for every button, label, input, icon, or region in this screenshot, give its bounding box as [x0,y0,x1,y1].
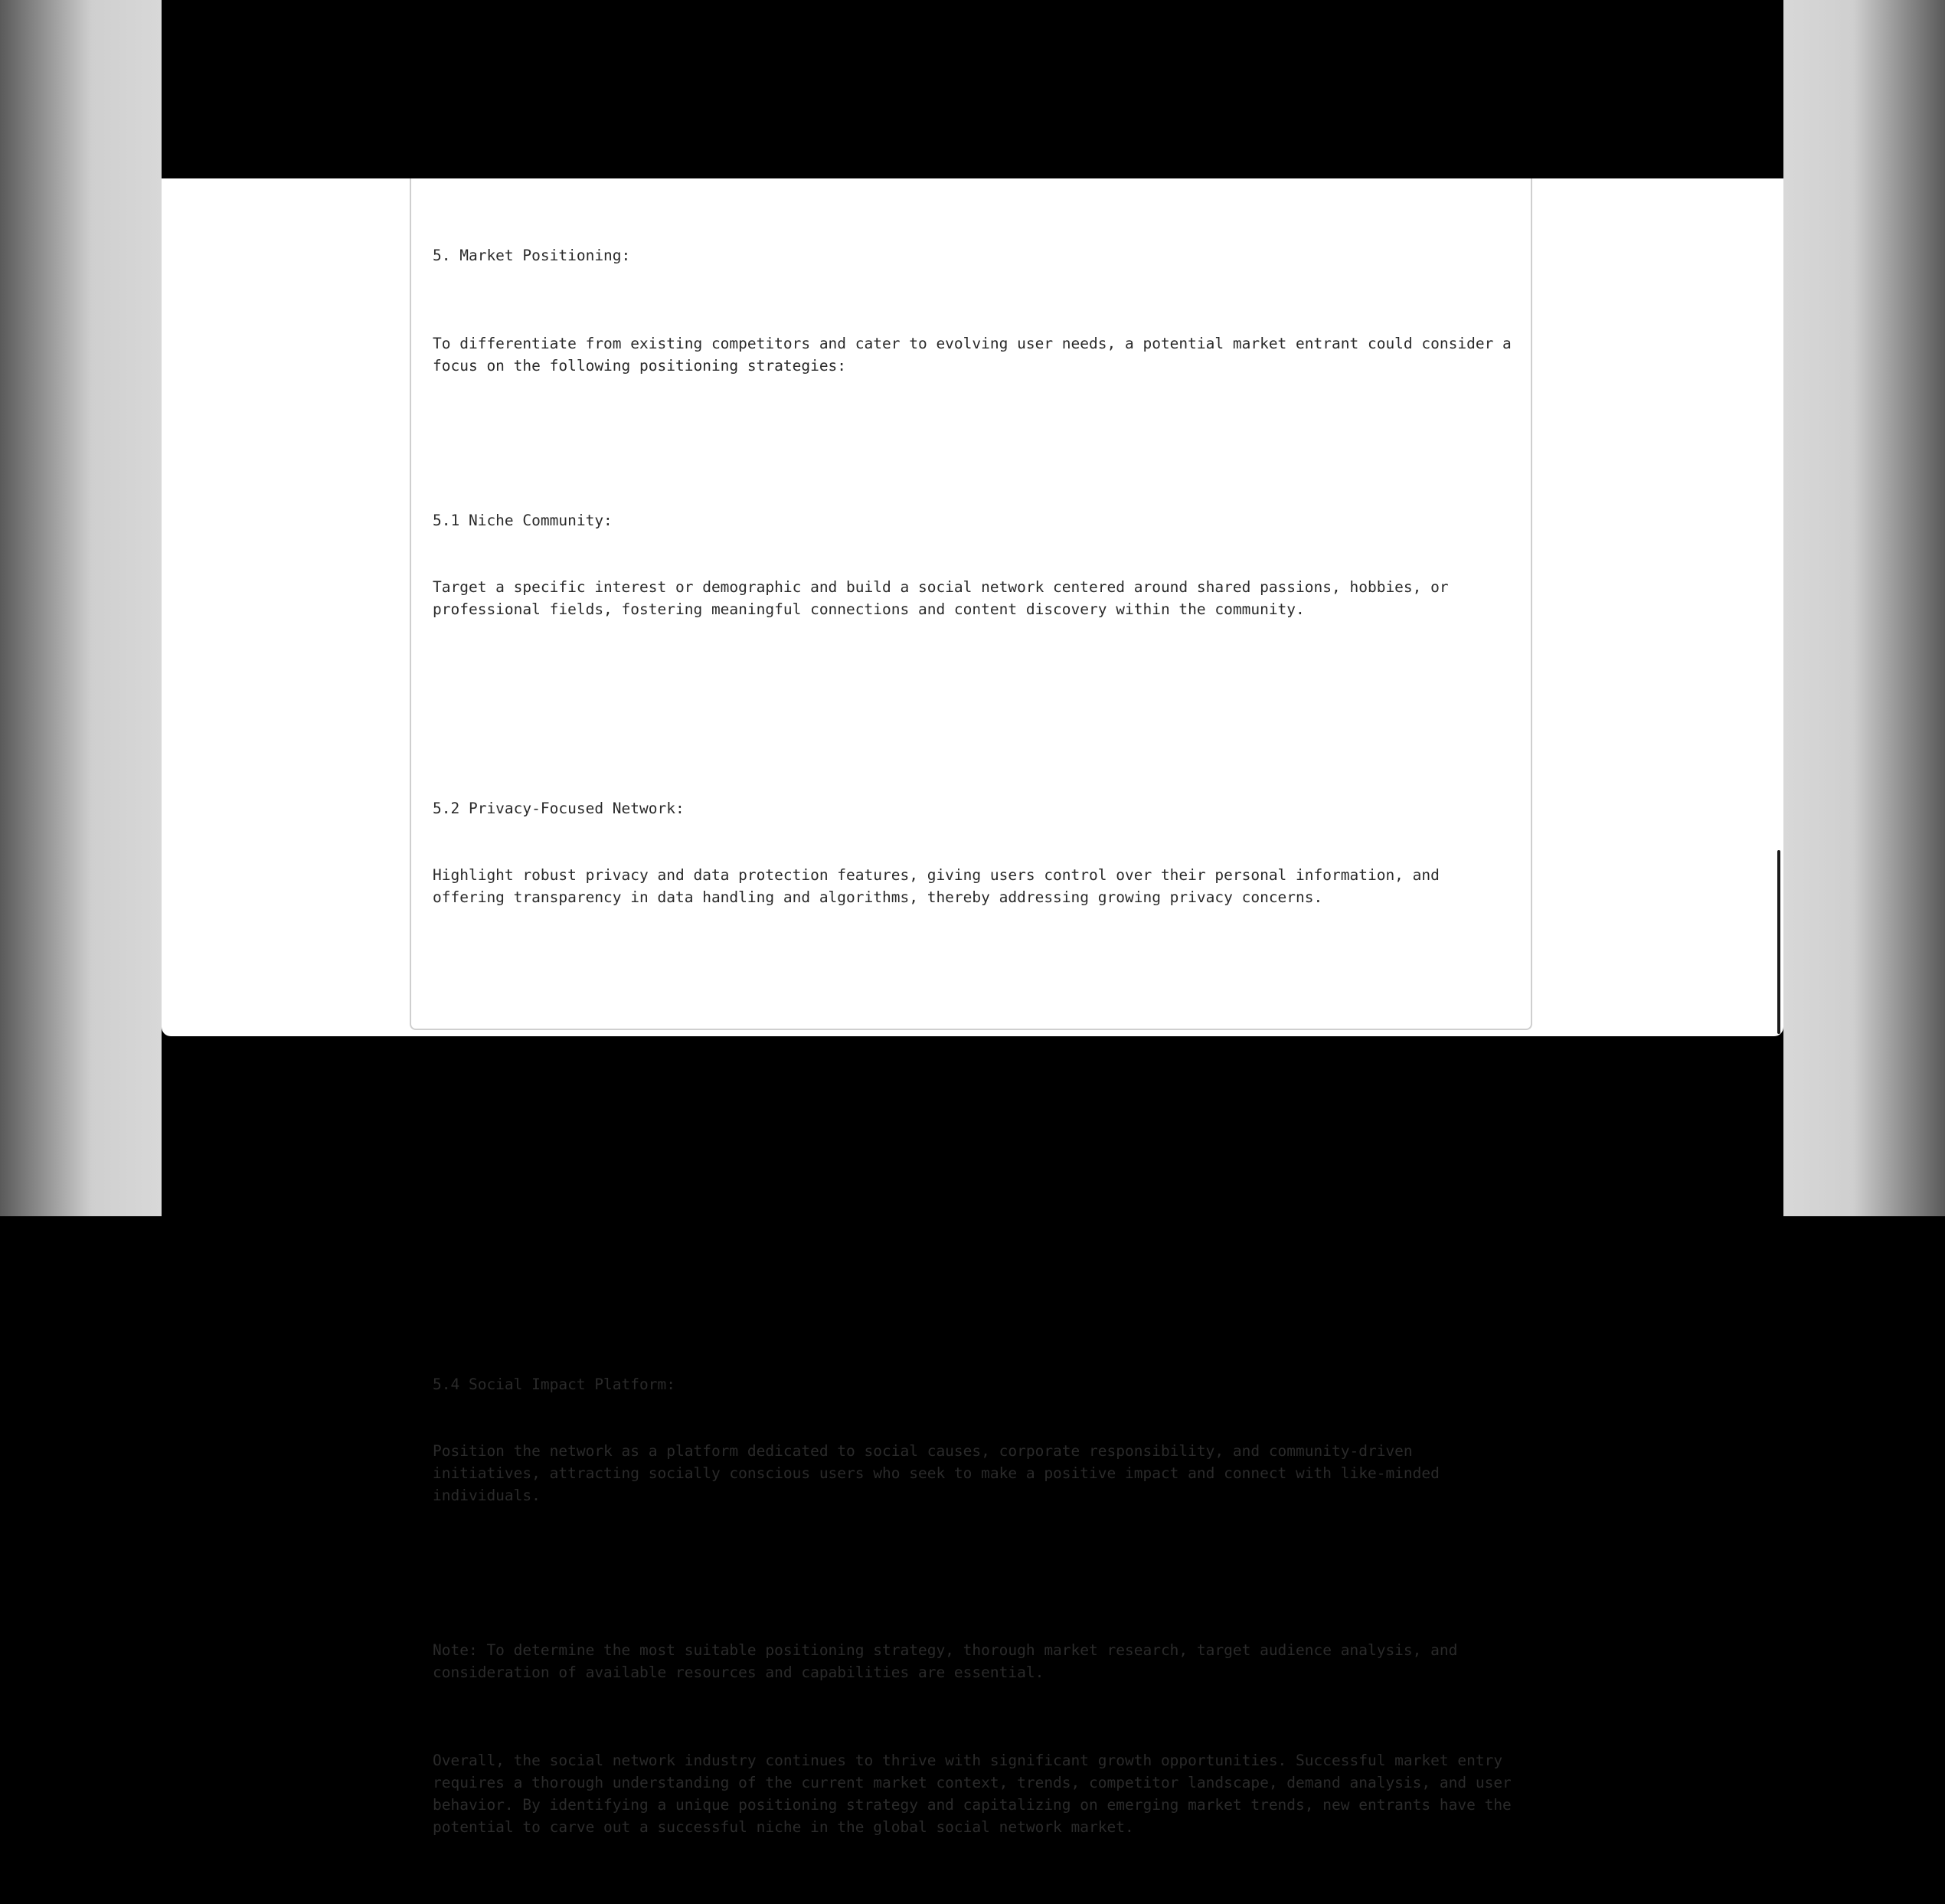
section-body: Position the network as a platform dedicated to social causes, corporate responsibility, and community-driven initiatives, attracting socially conscious users who seek to make a positive impact and connect with like-minded individuals. [433,1442,1449,1504]
conclusion-paragraph: Overall, the social network industry continues to thrive with significant growth opportunities. Successful market entry requires a thorough understanding of the current market context, trends, competitor landscape, demand analysis, and user behavior. By identifying a unique positioning strategy and capitalizing on emerging market trends, new entrants have the potential to carve out a successful niche in the global social network market. [433,1752,1521,1836]
section-body: Highlight robust privacy and data protection features, giving users control over their personal information, and offering transparency in data handling and algorithms, thereby addressing growing privacy concerns. [433,866,1449,906]
scrollbar-thumb[interactable] [1777,850,1780,1034]
section-body: Target a specific interest or demographic and build a social network centered around shared passions, hobbies, or professional fields, fostering meaningful connections and content discovery within the community. [433,578,1458,618]
section-title: 5.1 Niche Community: [433,512,613,529]
section-title: 5.2 Privacy-Focused Network: [433,800,685,817]
section-5-2 [433,753,1512,953]
section-5-4 [433,1329,1512,1551]
section-5-1 [433,465,1512,665]
page-area [162,178,1783,1836]
intro-paragraph: To differentiate from existing competitors and cater to evolving user needs, a potential market entrant could consider a focus on the following positioning strategies: [433,335,1521,375]
note-paragraph: Note: To determine the most suitable positioning strategy, thorough market research, target audience analysis, and consideration of available resources and capabilities are essential. [433,1641,1467,1681]
text-editor[interactable] [410,178,1532,1836]
section-title: 5.4 Social Impact Platform: [433,1376,675,1393]
screen [162,0,1783,1836]
bottom-letterbox [162,1036,1783,1216]
section-heading: 5. Market Positioning: [433,247,631,264]
